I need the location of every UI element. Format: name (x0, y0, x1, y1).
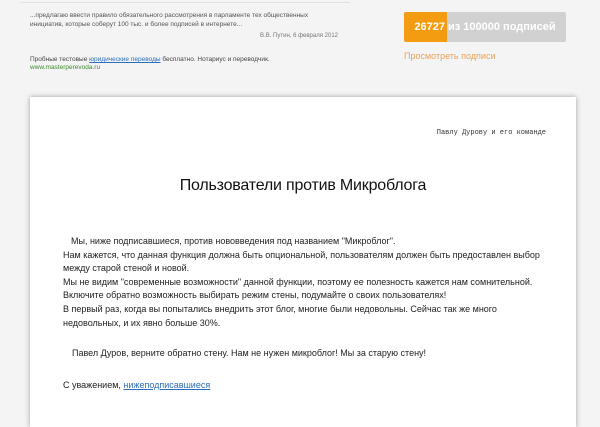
paragraph: Нам кажется, что данная функция должна быть опциональной, пользователям должен быть предоставлен выбор между старой стеной и новой. (63, 249, 540, 274)
promo-url[interactable]: www.masterperevoda.ru (30, 64, 101, 71)
signoff (63, 380, 210, 390)
promo-text (30, 55, 320, 64)
petition-body (63, 235, 553, 330)
paragraph: Мы не видим "современные возможности" данной функции, поэтому ее полезность кажется нам сомнительной. Включите обратно возможность выбирать режим стены, подумайте о своих пользователях! (63, 276, 533, 301)
signoff-prefix: С уважением, (63, 380, 121, 390)
signature-goal: из 100000 подписей (448, 21, 556, 33)
header-area (0, 0, 600, 88)
quote-text: ...предлагаю ввести правило обязательного рассмотрения в парламенте тех общественных инициатив, которые соберут 100 тыс. и более подписей в интернете... (30, 12, 309, 28)
petition-letter (30, 97, 576, 427)
counter-text (404, 12, 566, 42)
promo-prefix: Пробные тестовые (30, 56, 88, 63)
promo-link[interactable]: юридические переводы (89, 56, 161, 63)
appeal-text: Павел Дуров, верните обратно стену. Нам не нужен микроблог! Мы за старую стену! (72, 348, 427, 358)
paragraph: В первый раз, когда вы попытались внедрить этот блог, многие были недовольны. Сейчас так же много недовольных, и их явно больше 30%. (63, 303, 497, 328)
signature-counter (404, 12, 566, 42)
view-signatures-link[interactable]: Просмотреть подписи (404, 51, 496, 61)
quote-box (20, 2, 350, 49)
page-title: Пользователи против Микроблога (179, 177, 427, 194)
paragraph: Мы, ниже подписавшиеся, против нововведения под названием "Микроблог". (71, 236, 396, 246)
signature-count: 26727 (414, 21, 445, 33)
quote-author: В.В. Путин, 6 февраля 2012 (260, 33, 338, 39)
promo-suffix: бесплатно. Нотариус и переводчик. (162, 56, 270, 63)
signatories-link[interactable]: нижеподписавшиеся (123, 380, 211, 390)
dedication: Павлу Дурову и его команде (436, 129, 546, 137)
